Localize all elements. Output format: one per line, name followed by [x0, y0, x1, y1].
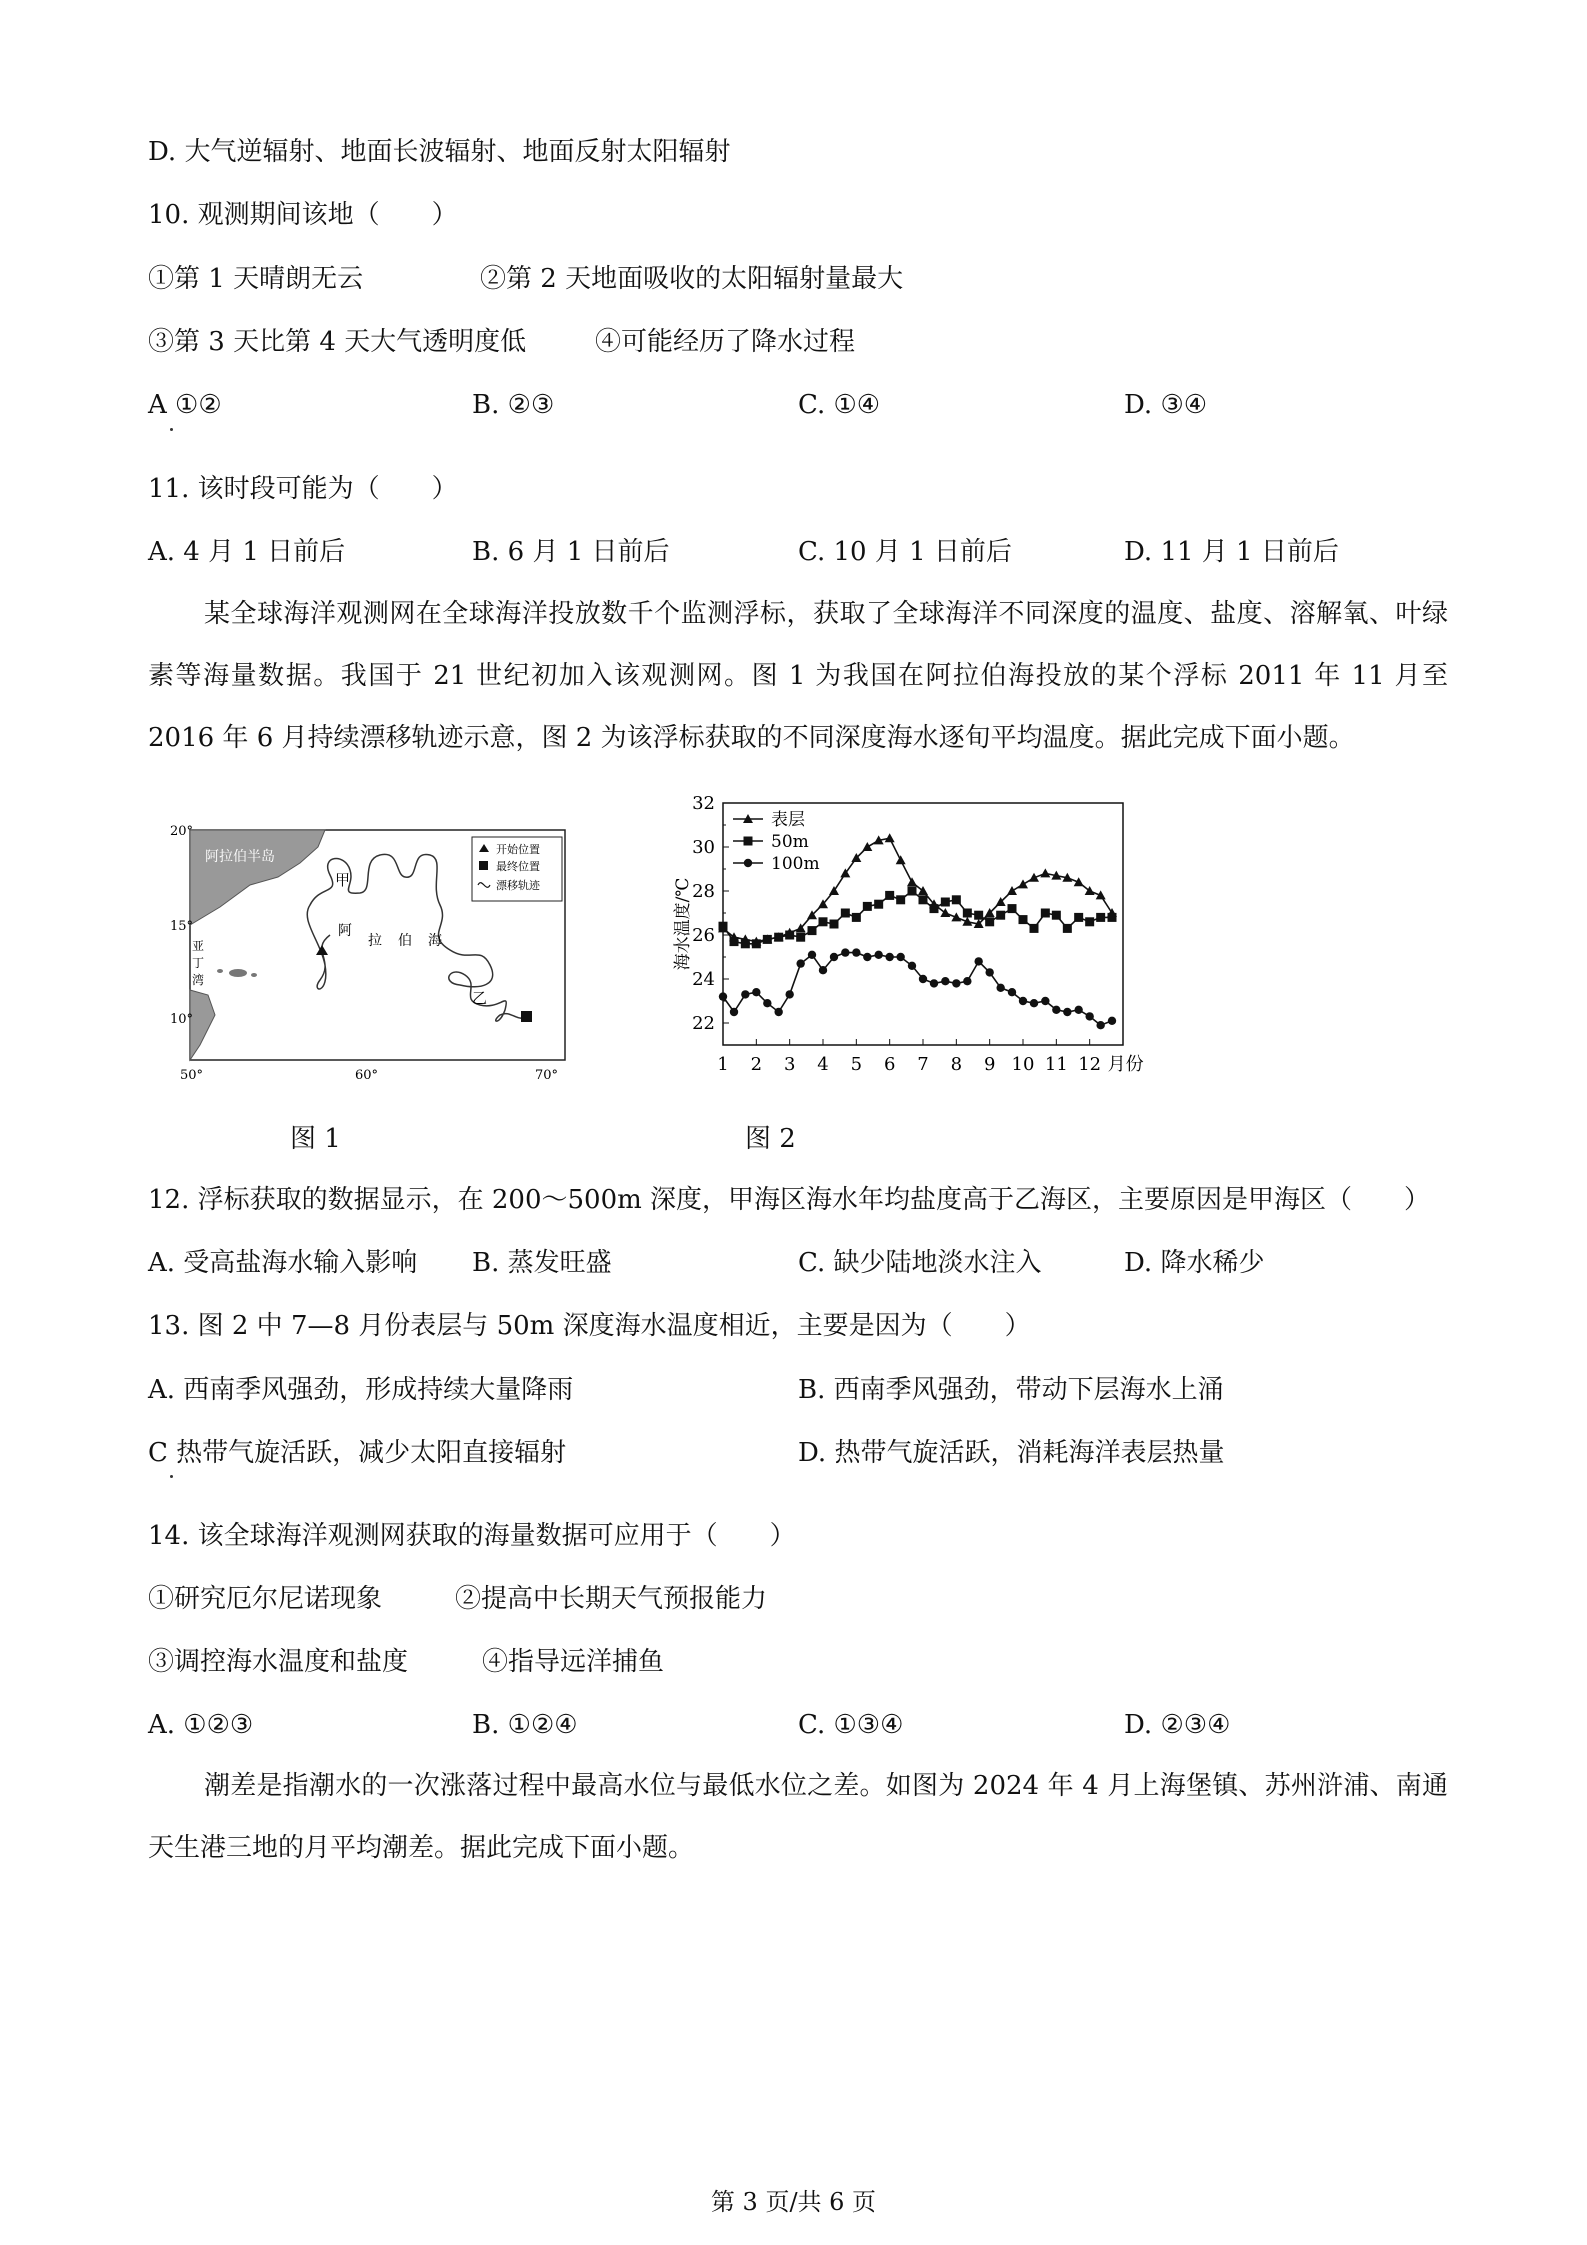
q9-option-d: D. 大气逆辐射、地面长波辐射、地面反射太阳辐射: [148, 137, 731, 167]
point-circle: [1096, 1021, 1104, 1029]
point-circle: [744, 859, 752, 867]
sea-label-2: 拉: [368, 933, 382, 949]
point-circle: [908, 962, 916, 970]
point-triangle: [951, 912, 961, 921]
lat-label-20: 20°: [170, 824, 194, 839]
q11-option-c: C. 10 月 1 日前后: [798, 537, 1012, 567]
point-triangle: [896, 855, 906, 864]
point-square: [719, 922, 728, 931]
passage-2: 潮差是指潮水的一次涨落过程中最高水位与最低水位之差。如图为 2024 年 4 月上海堡镇、苏州浒浦、南通天生港三地的月平均潮差。据此完成下面小题。: [148, 1771, 1448, 1863]
q10-option-b: B. ②③: [472, 390, 555, 420]
point-square: [741, 939, 750, 948]
q13-option-a: A. 西南季风强劲，形成持续大量降雨: [148, 1375, 574, 1405]
point-circle: [719, 992, 727, 1000]
legend-track-label: 漂移轨迹: [496, 879, 540, 892]
legend-start-label: 开始位置: [496, 843, 540, 856]
q12-stem: 12. 浮标获取的数据显示，在 200～500m 深度，甲海区海水年均盐度高于乙海区，主要原因是甲海区（ ）: [148, 1185, 1431, 1215]
point-triangle: [885, 833, 895, 842]
island: [217, 969, 223, 973]
point-circle: [741, 990, 749, 998]
q10-item-1: ①第 1 天晴朗无云: [148, 264, 364, 294]
point-square: [752, 939, 761, 948]
y-axis-label: 海水温度/℃: [673, 877, 693, 971]
point-square: [941, 898, 950, 907]
sea-label-4: 海: [428, 933, 442, 949]
y-tick-label: 22: [692, 1013, 715, 1034]
point-circle: [1008, 988, 1016, 996]
point-square: [963, 909, 972, 918]
jia-label: 甲: [335, 871, 351, 889]
q14-item-3: ③调控海水温度和盐度: [148, 1647, 409, 1677]
point-circle: [730, 1008, 738, 1016]
point-circle: [974, 957, 982, 965]
point-triangle: [962, 917, 972, 926]
point-triangle: [829, 886, 839, 895]
q13-option-c: C 热带气旋活跃，减少太阳直接辐射: [148, 1438, 567, 1468]
y-tick-label: 24: [692, 969, 715, 990]
point-square: [885, 891, 894, 900]
y-tick-label: 26: [692, 925, 715, 946]
point-square: [996, 911, 1005, 920]
point-square: [974, 911, 983, 920]
q10-item-4: ④可能经历了降水过程: [595, 327, 856, 357]
x-tick-label: 7: [917, 1054, 929, 1075]
point-circle: [996, 984, 1004, 992]
y-tick-label: 32: [692, 795, 715, 814]
point-square: [919, 895, 928, 904]
point-circle: [930, 979, 938, 987]
legend-end-icon: [479, 861, 488, 870]
point-circle: [1019, 997, 1027, 1005]
point-circle: [841, 948, 849, 956]
point-circle: [1074, 1006, 1082, 1014]
y-tick-label: 30: [692, 837, 715, 858]
point-circle: [963, 977, 971, 985]
point-square: [819, 917, 828, 926]
q14-option-c: C. ①③④: [798, 1710, 904, 1740]
q10-stem: 10. 观测期间该地（ ）: [148, 200, 458, 230]
point-circle: [808, 951, 816, 959]
q10-item-2: ②第 2 天地面吸收的太阳辐射量最大: [480, 264, 904, 294]
q12-option-d: D. 降水稀少: [1124, 1248, 1265, 1278]
q10-option-c: C. ①④: [798, 390, 881, 420]
legend-label: 50m: [771, 832, 809, 852]
legend-end-label: 最终位置: [496, 860, 540, 873]
island: [251, 973, 257, 977]
point-circle: [819, 966, 827, 974]
point-square: [1052, 911, 1061, 920]
legend-label: 表层: [771, 810, 805, 830]
point-square: [796, 933, 805, 942]
x-tick-label: 5: [850, 1054, 863, 1075]
sea-label-1: 阿: [338, 923, 352, 939]
point-circle: [852, 948, 860, 956]
q14-option-d: D. ②③④: [1124, 1710, 1231, 1740]
point-square: [1063, 924, 1072, 933]
point-circle: [863, 953, 871, 961]
q10-option-a: A ①②: [148, 390, 222, 420]
x-tick-label: 12: [1078, 1054, 1102, 1075]
q11-option-d: D. 11 月 1 日前后: [1124, 537, 1339, 567]
point-triangle: [1029, 873, 1039, 882]
point-circle: [985, 968, 993, 976]
point-circle: [763, 999, 771, 1007]
point-circle: [896, 953, 904, 961]
point-triangle: [1096, 890, 1106, 899]
point-triangle: [1074, 877, 1084, 886]
y-tick-label: 28: [692, 881, 715, 902]
q12-option-a: A. 受高盐海水输入影响: [148, 1248, 418, 1278]
q14-option-b: B. ①②④: [472, 1710, 578, 1740]
point-square: [852, 913, 861, 922]
point-circle: [1085, 1012, 1093, 1020]
point-circle: [885, 953, 893, 961]
point-circle: [1052, 1006, 1060, 1014]
point-circle: [830, 953, 838, 961]
point-square: [874, 900, 883, 909]
point-triangle: [907, 877, 917, 886]
x-tick-label: 11: [1044, 1054, 1068, 1075]
q13-option-b: B. 西南季风强劲，带动下层海水上涌: [798, 1375, 1224, 1405]
point-triangle: [1040, 868, 1050, 877]
point-square: [774, 933, 783, 942]
point-circle: [1030, 999, 1038, 1007]
lon-label-70: 70°: [535, 1068, 559, 1083]
q11-option-b: B. 6 月 1 日前后: [472, 537, 670, 567]
x-tick-label: 4: [817, 1054, 829, 1075]
point-square: [808, 926, 817, 935]
figure-1-map: [160, 815, 580, 1085]
point-square: [1085, 917, 1094, 926]
point-square: [985, 917, 994, 926]
point-circle: [785, 990, 793, 998]
point-circle: [919, 975, 927, 983]
x-tick-label: 3: [783, 1054, 796, 1075]
page-footer: 第 3 页/共 6 页: [710, 2188, 877, 2216]
gulf-label-1: 亚: [192, 939, 205, 953]
x-tick-label: 8: [950, 1054, 963, 1075]
figure-2-chart: [668, 795, 1228, 1085]
legend-label: 100m: [771, 854, 820, 874]
point-square: [830, 920, 839, 929]
dot-mark: [170, 1475, 173, 1478]
lat-label-15: 15°: [170, 919, 194, 934]
q14-option-a: A. ①②③: [148, 1710, 254, 1740]
x-tick-label: 2: [750, 1054, 763, 1075]
point-square: [1096, 913, 1105, 922]
point-square: [1019, 915, 1028, 924]
x-tick-label: 1: [717, 1054, 729, 1075]
point-circle: [1041, 997, 1049, 1005]
arabian-peninsula-label: 阿拉伯半岛: [205, 849, 275, 865]
q14-item-1: ①研究厄尔尼诺现象: [148, 1584, 383, 1614]
sea-label-3: 伯: [398, 933, 412, 949]
q13-stem: 13. 图 2 中 7—8 月份表层与 50m 深度海水温度相近，主要是因为（ ）: [148, 1311, 1031, 1341]
x-tick-label: 9: [983, 1054, 996, 1075]
q13-option-d: D. 热带气旋活跃，消耗海洋表层热量: [798, 1438, 1225, 1468]
point-circle: [1063, 1008, 1071, 1016]
q12-option-b: B. 蒸发旺盛: [472, 1248, 612, 1278]
q14-item-2: ②提高中长期天气预报能力: [455, 1584, 768, 1614]
gulf-label-3: 湾: [192, 973, 205, 987]
q11-stem: 11. 该时段可能为（ ）: [148, 474, 458, 504]
x-axis-label: 月份: [1107, 1054, 1144, 1075]
point-square: [1030, 924, 1039, 933]
point-circle: [874, 951, 882, 959]
island: [229, 969, 247, 977]
yi-label: 乙: [472, 989, 488, 1007]
end-position-marker: [521, 1011, 532, 1022]
point-square: [1108, 913, 1117, 922]
point-circle: [774, 1008, 782, 1016]
point-square: [1074, 913, 1083, 922]
point-square: [730, 937, 739, 946]
q14-stem: 14. 该全球海洋观测网获取的海量数据可应用于（ ）: [148, 1521, 796, 1551]
x-tick-label: 10: [1011, 1054, 1035, 1075]
q10-option-d: D. ③④: [1124, 390, 1208, 420]
q14-item-4: ④指导远洋捕鱼: [482, 1647, 665, 1677]
point-circle: [1108, 1017, 1116, 1025]
point-triangle: [1018, 879, 1028, 888]
point-square: [908, 887, 917, 896]
passage-1: 某全球海洋观测网在全球海洋投放数千个监测浮标，获取了全球海洋不同深度的温度、盐度、溶解氧、叶绿素等海量数据。我国于 21 世纪初加入该观测网。图 1 为我国在阿拉伯海投放的某个浮标 2011 年 11 月至 2016 年 6 月持续漂移轨迹示意，图 2 为该浮标获取的不同深度海水逐旬平均温度。据此完成下面小题。: [148, 599, 1448, 753]
point-circle: [941, 977, 949, 985]
point-square: [863, 902, 872, 911]
lat-label-10: 10°: [170, 1012, 194, 1027]
point-square: [763, 935, 772, 944]
point-circle: [796, 959, 804, 967]
figure-1-caption: 图 1: [290, 1124, 341, 1154]
point-circle: [752, 988, 760, 996]
q12-option-c: C. 缺少陆地淡水注入: [798, 1248, 1042, 1278]
dot-mark: [170, 428, 173, 431]
point-square: [1041, 909, 1050, 918]
x-tick-label: 6: [883, 1054, 896, 1075]
lon-label-50: 50°: [180, 1068, 204, 1083]
point-square: [952, 895, 961, 904]
point-square: [841, 909, 850, 918]
lon-label-60: 60°: [355, 1068, 379, 1083]
point-circle: [952, 979, 960, 987]
figure-2-caption: 图 2: [745, 1124, 796, 1154]
point-square: [785, 931, 794, 940]
q11-option-a: A. 4 月 1 日前后: [148, 537, 346, 567]
point-triangle: [862, 842, 872, 851]
q10-item-3: ③第 3 天比第 4 天大气透明度低: [148, 327, 527, 357]
gulf-label-2: 丁: [192, 956, 205, 970]
point-square: [744, 837, 753, 846]
point-square: [1008, 904, 1017, 913]
point-square: [930, 904, 939, 913]
point-triangle: [1007, 886, 1017, 895]
point-square: [896, 895, 905, 904]
